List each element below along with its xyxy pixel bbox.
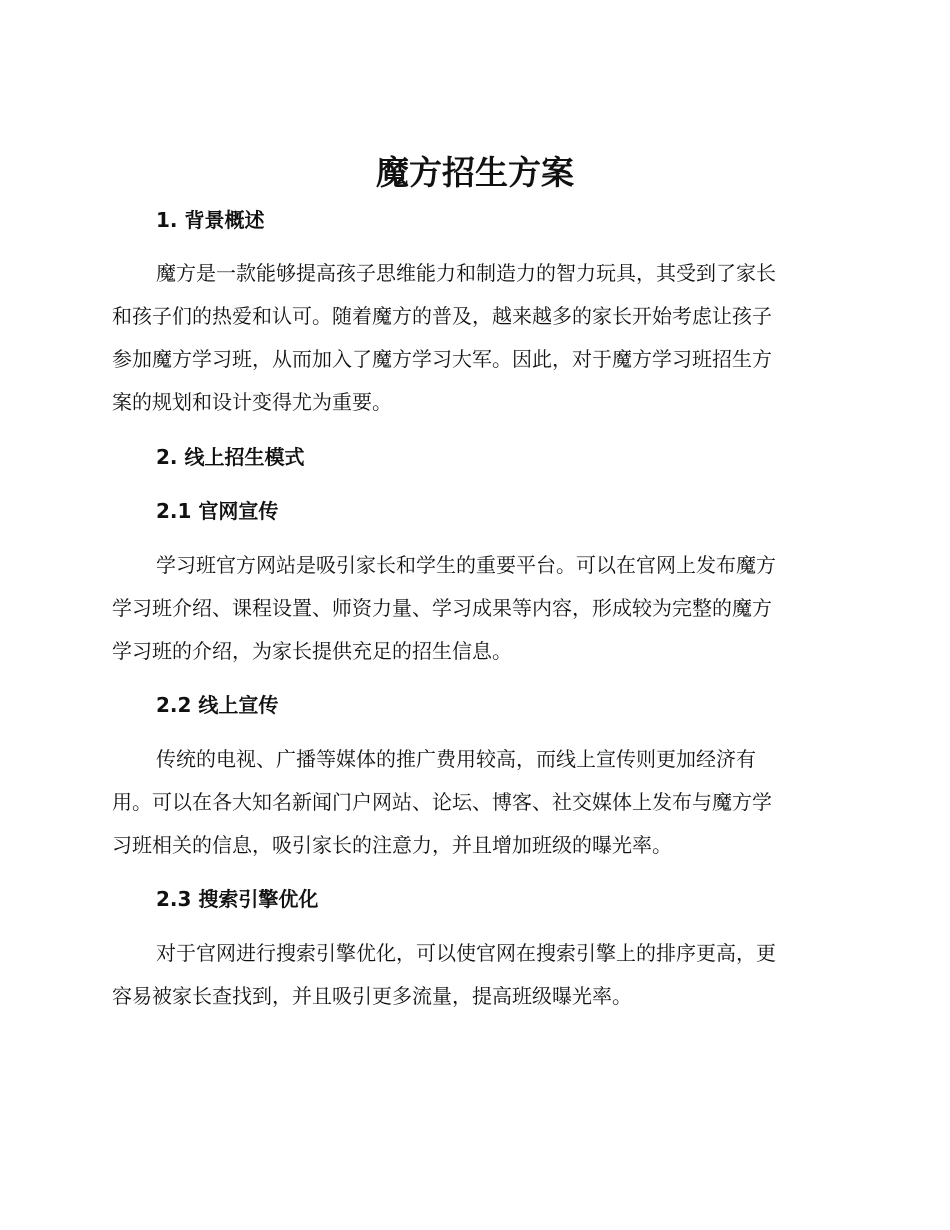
paragraph-line: 传统的电视、广播等媒体的推广费用较高，而线上宣传则更加经济有 (156, 747, 756, 771)
paragraph-line: 学习班的介绍，为家长提供充足的招生信息。 (112, 639, 512, 663)
section-heading-seo: 2.3 搜索引擎优化 (156, 887, 319, 911)
paragraph-seo (112, 932, 832, 1018)
paragraph-background (112, 252, 832, 424)
paragraph-line: 和孩子们的热爱和认可。随着魔方的普及，越来越多的家长开始考虑让孩子 (112, 304, 772, 328)
paragraph-line: 对于官网进行搜索引擎优化，可以使官网在搜索引擎上的排序更高，更 (156, 941, 776, 965)
section-heading-online-enrollment: 2. 线上招生模式 (156, 445, 305, 469)
paragraph-line: 用。可以在各大知名新闻门户网站、论坛、博客、社交媒体上发布与魔方学 (112, 790, 772, 814)
section-heading-official-website: 2.1 官网宣传 (156, 499, 279, 523)
section-heading-online-promotion: 2.2 线上宣传 (156, 693, 279, 717)
paragraph-line: 案的规划和设计变得尤为重要。 (112, 390, 392, 414)
paragraph-official-website (112, 544, 832, 673)
paragraph-line: 学习班官方网站是吸引家长和学生的重要平台。可以在官网上发布魔方 (156, 553, 776, 577)
document-title: 魔方招生方案 (376, 153, 574, 192)
section-heading-background: 1. 背景概述 (156, 208, 265, 232)
paragraph-line: 学习班介绍、课程设置、师资力量、学习成果等内容，形成较为完整的魔方 (112, 596, 772, 620)
paragraph-line: 参加魔方学习班，从而加入了魔方学习大军。因此，对于魔方学习班招生方 (112, 347, 772, 371)
paragraph-line: 容易被家长查找到，并且吸引更多流量，提高班级曝光率。 (112, 984, 632, 1008)
paragraph-online-promotion (112, 738, 832, 867)
paragraph-line: 魔方是一款能够提高孩子思维能力和制造力的智力玩具，其受到了家长 (156, 261, 776, 285)
paragraph-line: 习班相关的信息，吸引家长的注意力，并且增加班级的曝光率。 (112, 833, 672, 857)
